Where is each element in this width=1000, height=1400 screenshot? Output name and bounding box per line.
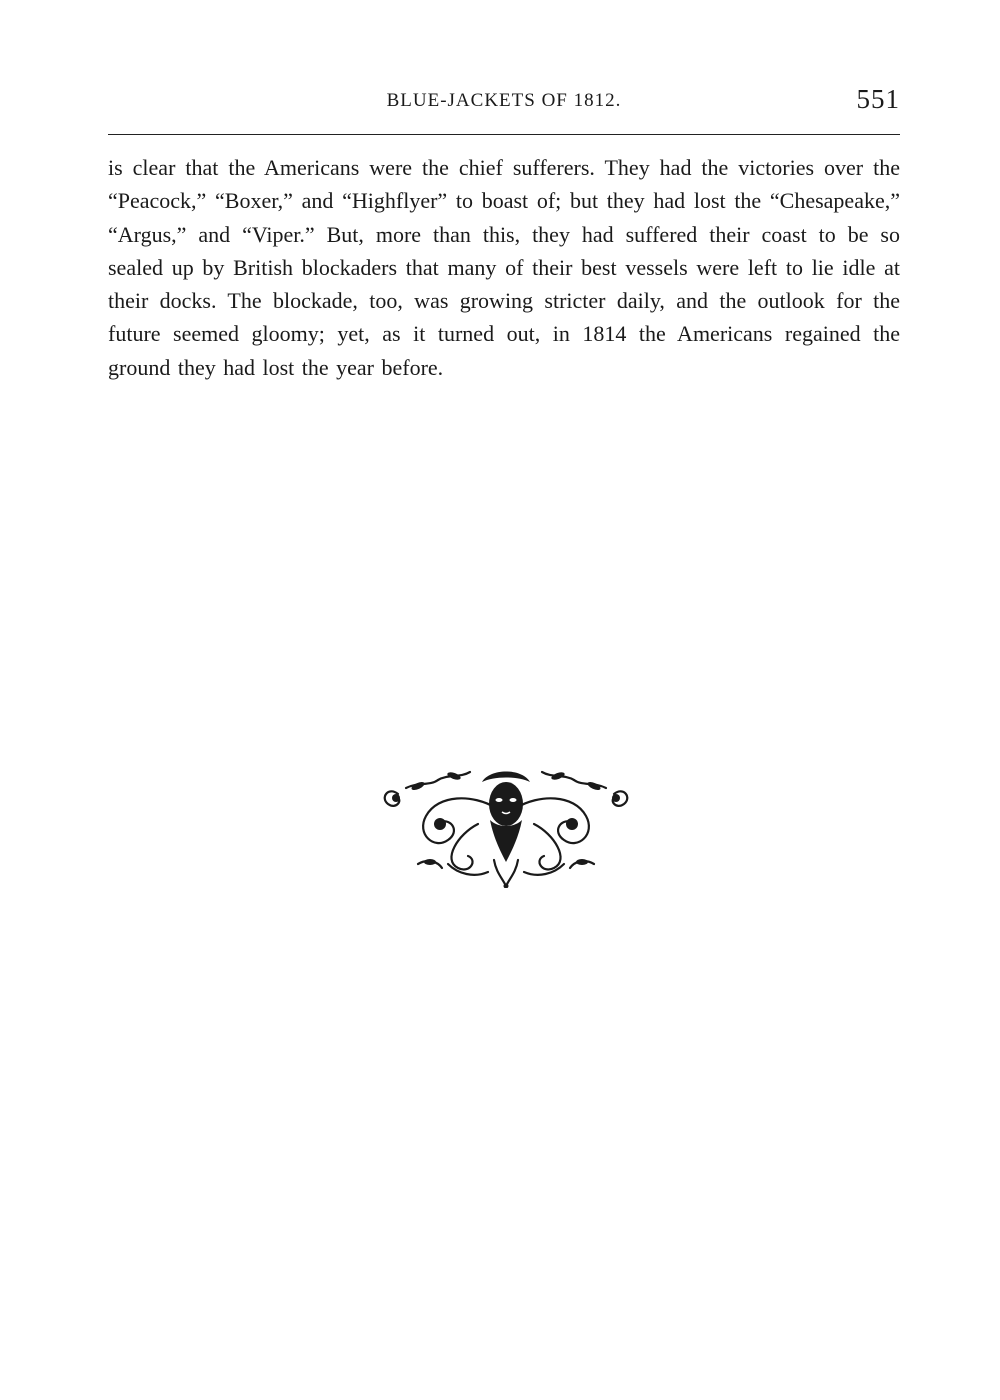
running-head (108, 84, 900, 124)
page-number: 551 (856, 84, 900, 114)
tailpiece-ornament-icon (378, 764, 634, 888)
header-rule (108, 134, 900, 135)
running-title: BLUE-JACKETS OF 1812. (386, 90, 622, 111)
body-paragraph: is clear that the Americans were the chief sufferers. They had the victories over the “Peacock,” “Boxer,” and “Highflyer” to boast of; but they had lost the “Chesapeake,” “Argus,” and “Viper.” But, more than this, they had suffered their coast to be so sealed up by British blockaders that many of their best vessels were left to lie idle at their docks. The blockade, too, was growing stricter daily, and the outlook for the future seemed gloomy; yet, as it turned out, in 1814 the Americans regained the ground they had lost the year before. (108, 155, 900, 380)
